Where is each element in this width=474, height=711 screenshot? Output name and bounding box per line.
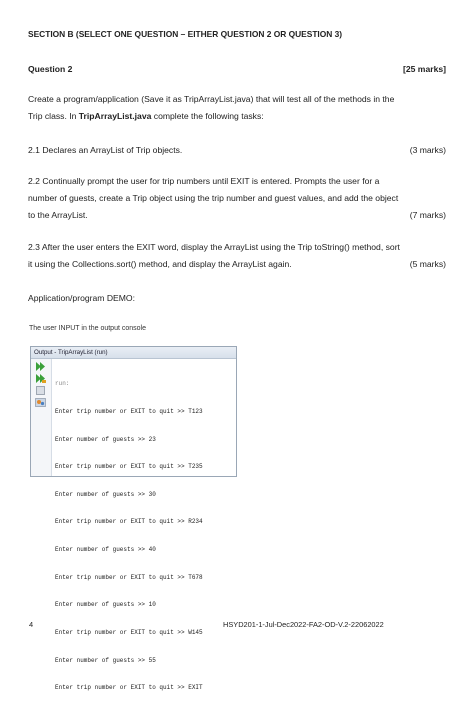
task-2-3 [28, 239, 446, 273]
intro-paragraph [28, 91, 446, 125]
question-title: Question 2 [28, 64, 73, 74]
console-line: Enter number of guests >> 23 [55, 435, 156, 443]
task-2-2-line-3-row [28, 207, 446, 224]
console-line: Enter trip number or EXIT to quit >> EXIT [55, 684, 203, 692]
console-line: Enter number of guests >> 30 [55, 490, 156, 498]
console-caption: The user INPUT in the output console [29, 325, 146, 332]
intro-line-1: Create a program/application (Save it as TripArrayList.java) that will test all of the methods in the [28, 94, 395, 104]
task-2-1 [28, 142, 446, 159]
task-2-2-line-3: to the ArrayList. [28, 210, 88, 220]
console-toolbar [31, 359, 52, 476]
task-2-3-line-2-row [28, 256, 446, 273]
rerun-icon[interactable] [35, 362, 46, 371]
console-line: Enter number of guests >> 10 [55, 601, 156, 609]
page-number: 4 [29, 620, 34, 629]
task-2-2 [28, 173, 446, 224]
intro-line-2-prefix: Trip class. In [28, 111, 79, 121]
task-2-1-marks: (3 marks) [409, 145, 446, 155]
question-header [28, 61, 446, 78]
console-output [55, 361, 203, 711]
console-line: Enter trip number or EXIT to quit >> T123 [55, 408, 203, 416]
intro-line-2-suffix: complete the following tasks: [151, 111, 264, 121]
settings-icon[interactable] [35, 398, 46, 407]
console-line: run: [55, 380, 70, 388]
console-line: Enter number of guests >> 55 [55, 656, 156, 664]
intro-filename: TripArrayList.java [78, 111, 152, 121]
console-line: Enter trip number or EXIT to quit >> T678 [55, 573, 203, 581]
section-heading: SECTION B (SELECT ONE QUESTION – EITHER QUESTION 2 OR QUESTION 3) [28, 29, 343, 39]
stop-icon[interactable] [35, 386, 46, 395]
task-2-3-line-2: it using the Collections.sort() method, and display the ArrayList again. [28, 259, 292, 269]
task-2-1-text: 2.1 Declares an ArrayList of Trip objects. [28, 145, 183, 155]
demo-heading: Application/program DEMO: [28, 293, 135, 303]
task-2-2-marks: (7 marks) [409, 210, 446, 220]
task-2-3-line-1: 2.3 After the user enters the EXIT word, display the ArrayList using the Trip toString() method, sort [28, 242, 400, 252]
question-marks: [25 marks] [403, 64, 446, 74]
task-2-2-line-2: number of guests, create a Trip object using the trip number and guest values, and add the object [28, 193, 399, 203]
task-2-2-line-1: 2.2 Continually prompt the user for trip numbers until EXIT is entered. Prompts the user for a [28, 176, 380, 186]
console-body [31, 359, 236, 692]
console-line: Enter trip number or EXIT to quit >> W145 [55, 628, 203, 636]
console-line: Enter number of guests >> 40 [55, 546, 156, 554]
rerun-with-options-icon[interactable] [35, 374, 46, 383]
intro-line-2 [28, 108, 446, 125]
console-line: Enter trip number or EXIT to quit >> T235 [55, 463, 203, 471]
task-2-3-marks: (5 marks) [409, 259, 446, 269]
console-title: Output - TripArrayList (run) [31, 347, 236, 359]
output-console [30, 346, 237, 692]
console-line: Enter trip number or EXIT to quit >> R234 [55, 518, 203, 526]
document-code: HSYD201-1-Jul-Dec2022-FA2-OD-V.2-22062022 [223, 620, 384, 629]
